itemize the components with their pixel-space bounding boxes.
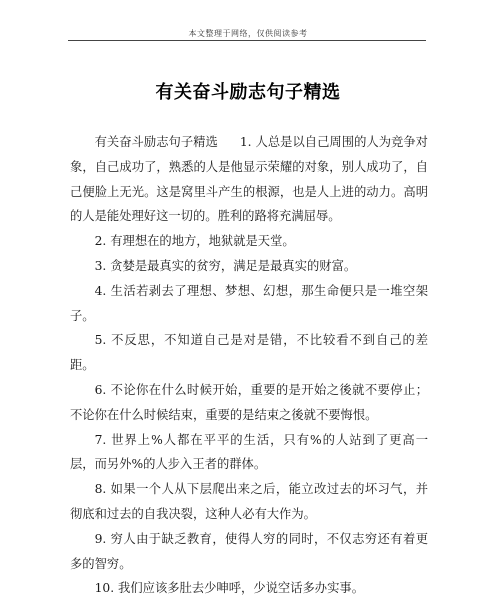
paragraph-9: 9. 穷人由于缺乏教育，使得人穷的同时，不仅志穷还有着更多的智穷。 [70, 531, 428, 571]
paragraph-2: 2. 有理想在的地方，地狱就是天堂。 [94, 234, 295, 249]
document-title: 有关奋斗励志句子精选 [155, 82, 341, 103]
header-note: 本文整理于网络，仅供阅读参考 [188, 29, 308, 38]
paragraph-8: 8. 如果一个人从下层爬出来之后，能立改过去的坏习气，并彻底和过去的自我决裂，这种人必有大作为。 [70, 482, 428, 521]
paragraph-1 [70, 130, 428, 229]
paragraph-text: 1. 人总是以自己周围的人为竞争对象，自己成功了，熟悉的人是他显示荣耀的对象，别人成功了，自己便脸上无光。这是窝里斗产生的根源，也是人上进的动力。高明的人是能处理好这一切的。胜利的路将充满屈辱。 [70, 135, 428, 224]
document-body [70, 130, 428, 601]
paragraph-3: 3. 贪婪是最真实的贫穷，满足是最真实的财富。 [94, 258, 357, 273]
paragraph-5: 5. 不反思，不知道自己是对是错，不比较看不到自己的差距。 [70, 333, 428, 373]
paragraph-4: 4. 生活若剥去了理想、梦想、幻想，那生命便只是一堆空架子。 [70, 283, 428, 323]
paragraph-7: 7. 世界上%人都在平平的生活，只有%的人站到了更高一层，而另外%的人步入王者的群体。 [70, 432, 428, 472]
paragraph-10: 10. 我们应该多肚去少呻呼，少说空话多办实事。 [94, 581, 364, 596]
header-divider [68, 40, 426, 41]
lead-label: 有关奋斗励志句子精选 [94, 135, 218, 149]
paragraph-6: 6. 不论你在什么时候开始，重要的是开始之後就不要停止；不论你在什么时候结束，重要的是结束之後就不要悔恨。 [70, 382, 428, 422]
